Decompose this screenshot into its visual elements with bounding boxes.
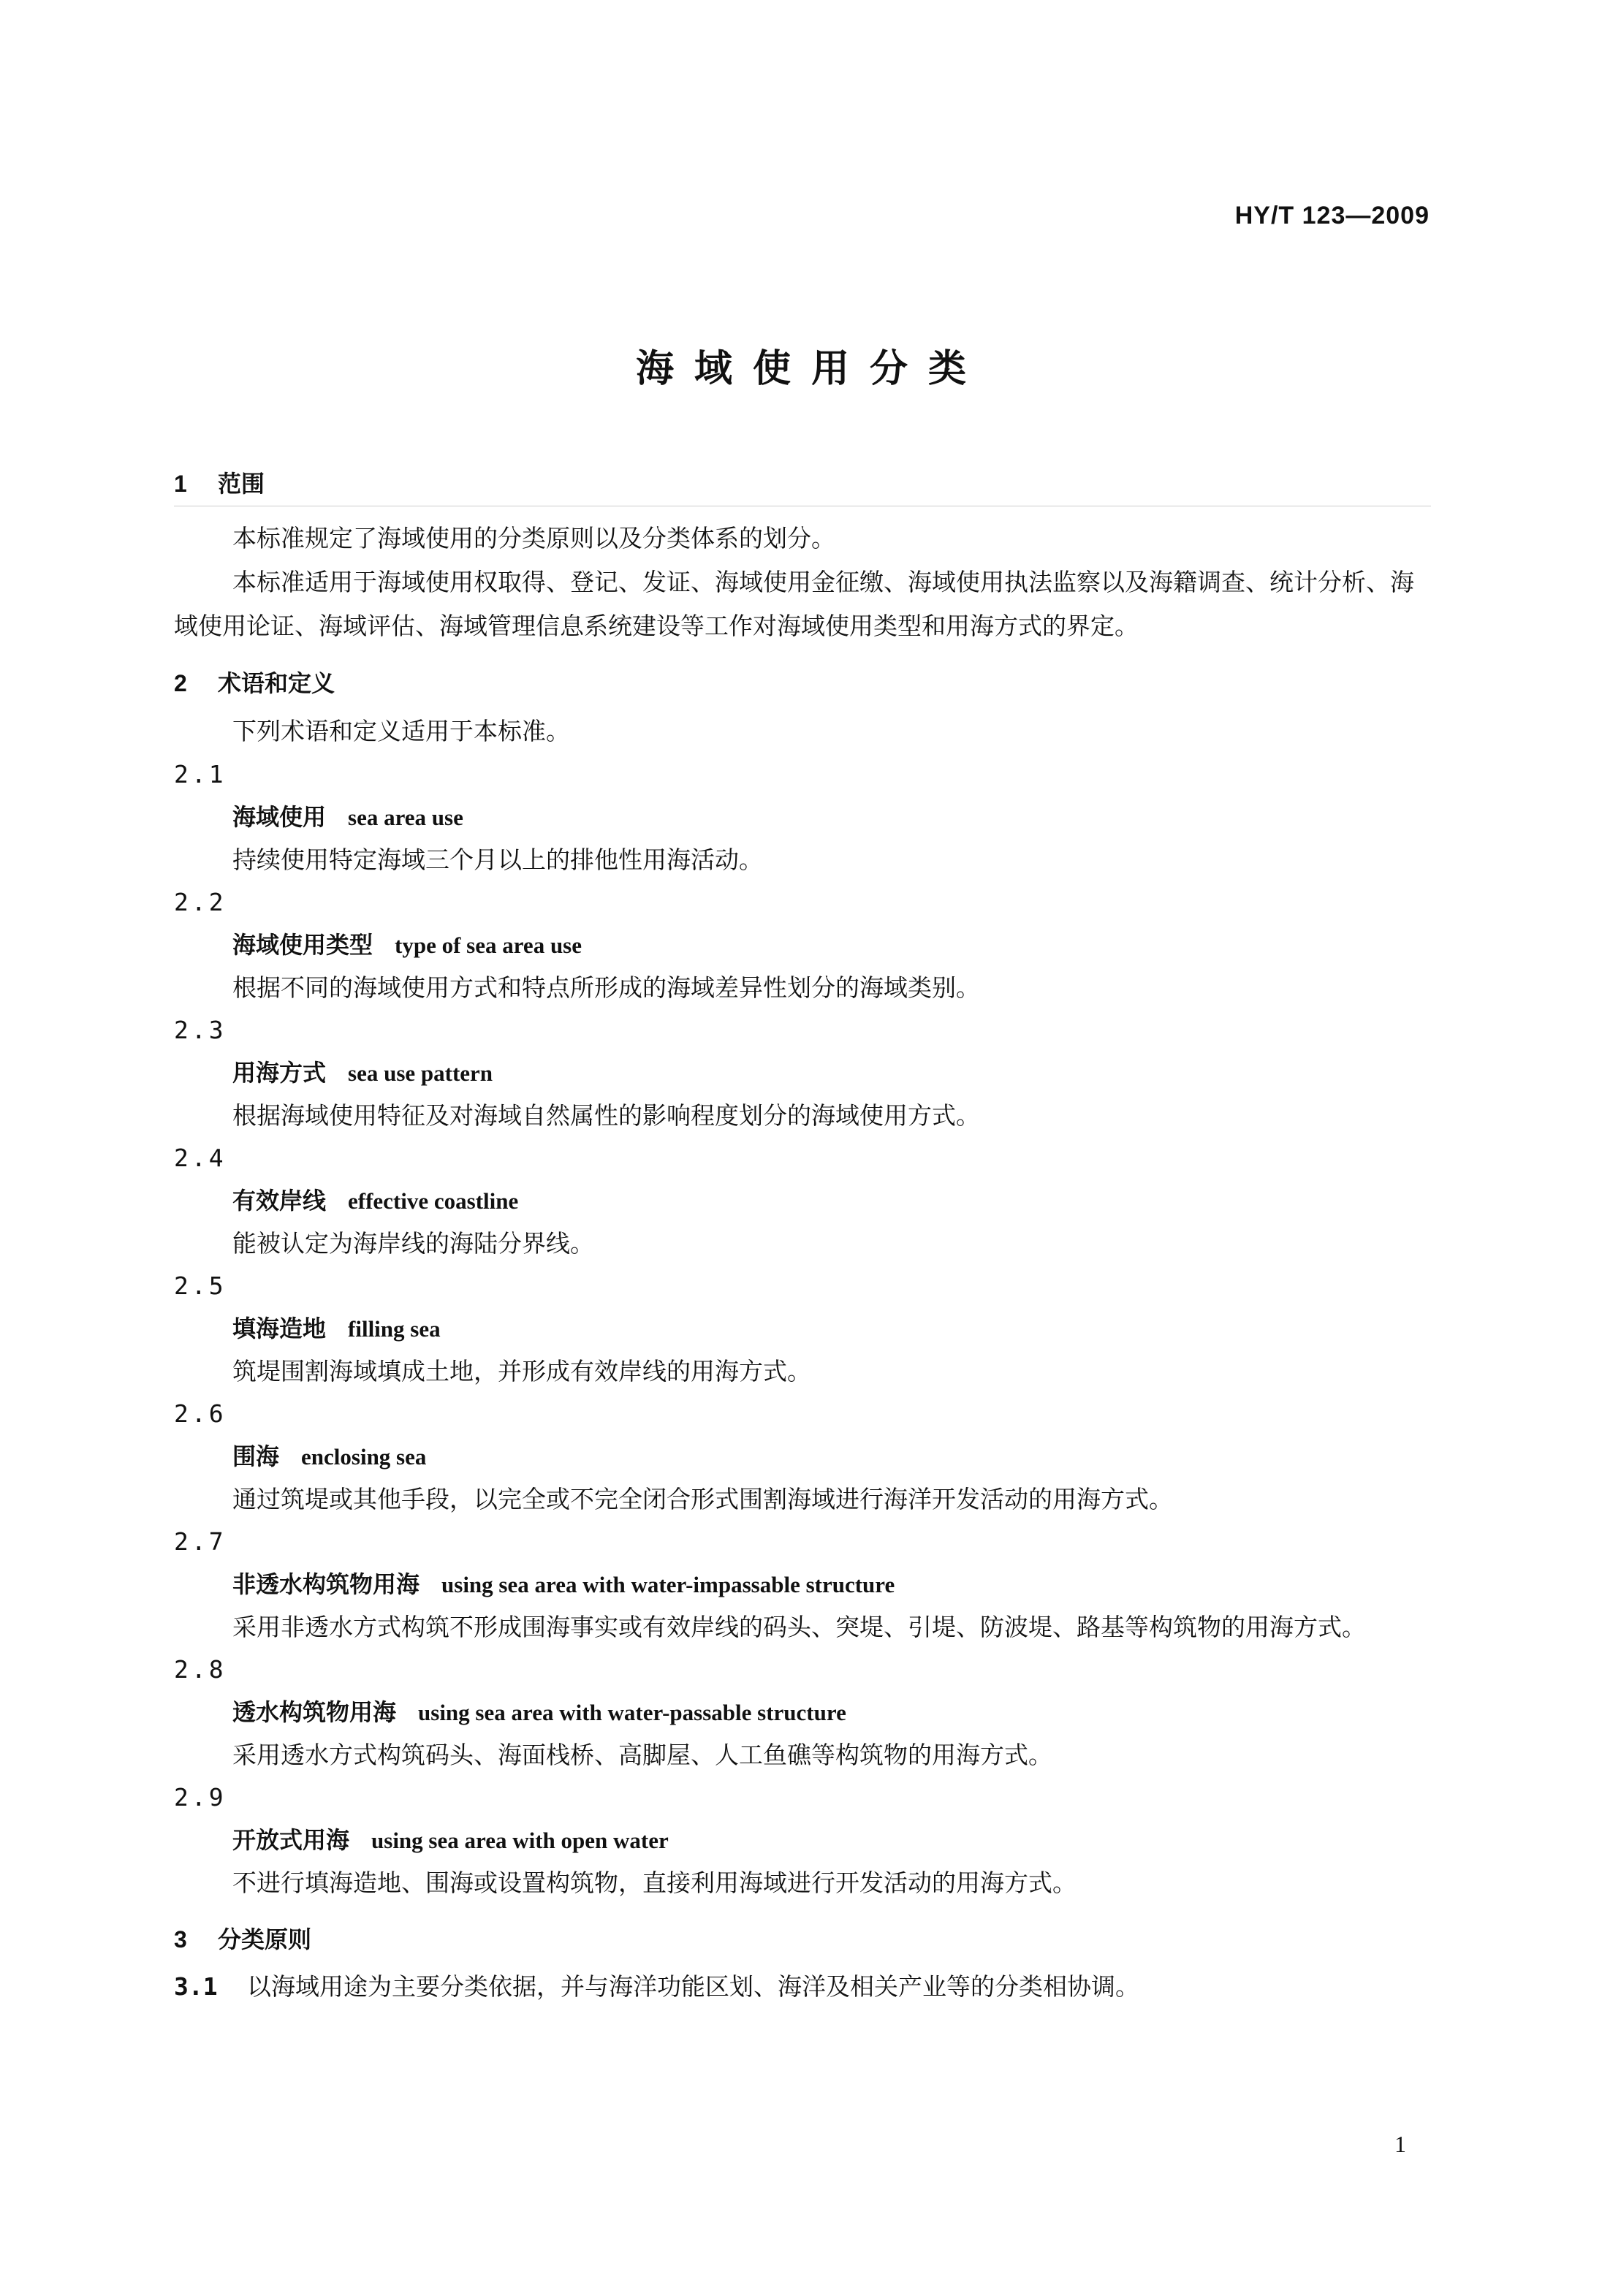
section-1-heading	[174, 468, 1431, 500]
term-definition: 筑堤围割海域填成土地，并形成有效岸线的用海方式。	[232, 1357, 811, 1385]
document-title: 海域使用分类	[635, 347, 987, 391]
term-2-8	[174, 1649, 1431, 1776]
term-2-9	[174, 1776, 1431, 1904]
term-definition: 通过筑堤或其他手段，以完全或不完全闭合形式围割海域进行海洋开发活动的用海方式。	[232, 1485, 1173, 1513]
term-heading	[174, 1307, 1431, 1350]
term-definition: 根据不同的海域使用方式和特点所形成的海域差异性划分的海域类别。	[232, 973, 980, 1002]
term-heading	[174, 1819, 1431, 1862]
term-en: sea area use	[348, 805, 463, 830]
term-2-6	[174, 1393, 1431, 1521]
term-number: 2.6	[174, 1399, 227, 1428]
term-zh: 用海方式	[232, 1059, 327, 1087]
term-number: 2.4	[174, 1144, 227, 1172]
term-en: effective coastline	[348, 1188, 519, 1214]
term-number: 2.8	[174, 1655, 227, 1684]
clause-number: 3.1	[174, 1972, 218, 2001]
term-definition: 采用透水方式构筑码头、海面栈桥、高脚屋、人工鱼礁等构筑物的用海方式。	[232, 1741, 1052, 1769]
section-title: 分类原则	[218, 1926, 312, 1953]
term-zh: 海域使用	[232, 803, 327, 831]
section-number: 1	[174, 471, 187, 497]
term-zh: 透水构筑物用海	[232, 1698, 397, 1726]
term-number: 2.1	[174, 760, 227, 788]
term-number: 2.7	[174, 1527, 227, 1556]
section-title: 范围	[218, 470, 265, 498]
document-body	[174, 468, 1431, 2008]
term-definition: 采用非透水方式构筑不形成围海事实或有效岸线的码头、突堤、引堤、防波堤、路基等构筑物的用海方式。	[232, 1613, 1366, 1641]
term-2-2	[174, 881, 1431, 1009]
term-zh: 填海造地	[232, 1315, 327, 1342]
clause-text: 以海域用途为主要分类依据，并与海洋功能区划、海洋及相关产业等的分类相协调。	[247, 1972, 1139, 2001]
scope-paragraph-2: 本标准适用于海域使用权取得、登记、发证、海域使用金征缴、海域使用执法监察以及海籍调查、统计分析、海域使用论证、海域评估、海域管理信息系统建设等工作对海域使用类型和用海方式的界定。	[174, 568, 1414, 640]
term-2-7	[174, 1521, 1431, 1649]
term-en: enclosing sea	[301, 1444, 427, 1470]
term-number: 2.3	[174, 1016, 227, 1044]
term-en: using sea area with water-passable structure	[418, 1700, 846, 1725]
clause-3-1	[174, 1966, 1431, 2008]
term-definition: 不进行填海造地、围海或设置构筑物，直接利用海域进行开发活动的用海方式。	[232, 1869, 1077, 1897]
term-definition: 持续使用特定海域三个月以上的排他性用海活动。	[232, 845, 763, 874]
term-heading	[174, 924, 1431, 967]
term-heading	[174, 796, 1431, 839]
term-2-3	[174, 1009, 1431, 1137]
term-heading	[174, 1691, 1431, 1734]
term-zh: 非透水构筑物用海	[232, 1570, 420, 1598]
term-zh: 有效岸线	[232, 1187, 327, 1214]
term-heading	[174, 1435, 1431, 1478]
terms-intro: 下列术语和定义适用于本标准。	[232, 717, 570, 745]
term-2-5	[174, 1265, 1431, 1393]
term-definition: 根据海域使用特征及对海域自然属性的影响程度划分的海域使用方式。	[232, 1101, 980, 1130]
term-zh: 海域使用类型	[232, 931, 373, 959]
term-number: 2.2	[174, 888, 227, 916]
term-heading	[174, 1563, 1431, 1606]
page-number: 1	[1394, 2131, 1406, 2157]
term-en: filling sea	[348, 1316, 441, 1342]
term-number: 2.9	[174, 1783, 227, 1812]
term-en: type of sea area use	[395, 932, 582, 958]
term-zh: 开放式用海	[232, 1826, 350, 1854]
term-zh: 围海	[232, 1442, 280, 1470]
term-heading	[174, 1052, 1431, 1095]
term-2-1	[174, 753, 1431, 881]
term-2-4	[174, 1137, 1431, 1265]
scope-paragraph-1: 本标准规定了海域使用的分类原则以及分类体系的划分。	[232, 524, 835, 552]
section-3-heading	[174, 1923, 1431, 1955]
term-definition: 能被认定为海岸线的海陆分界线。	[232, 1229, 594, 1258]
term-en: using sea area with open water	[371, 1828, 669, 1853]
section-number: 3	[174, 1926, 187, 1953]
section-2-heading	[174, 667, 1431, 699]
standard-code: HY/T 123—2009	[1234, 202, 1430, 229]
section-title: 术语和定义	[218, 669, 335, 697]
term-heading	[174, 1179, 1431, 1223]
section-number: 2	[174, 670, 187, 696]
term-en: sea use pattern	[348, 1060, 493, 1086]
term-number: 2.5	[174, 1271, 227, 1300]
term-en: using sea area with water-impassable structure	[441, 1572, 895, 1597]
